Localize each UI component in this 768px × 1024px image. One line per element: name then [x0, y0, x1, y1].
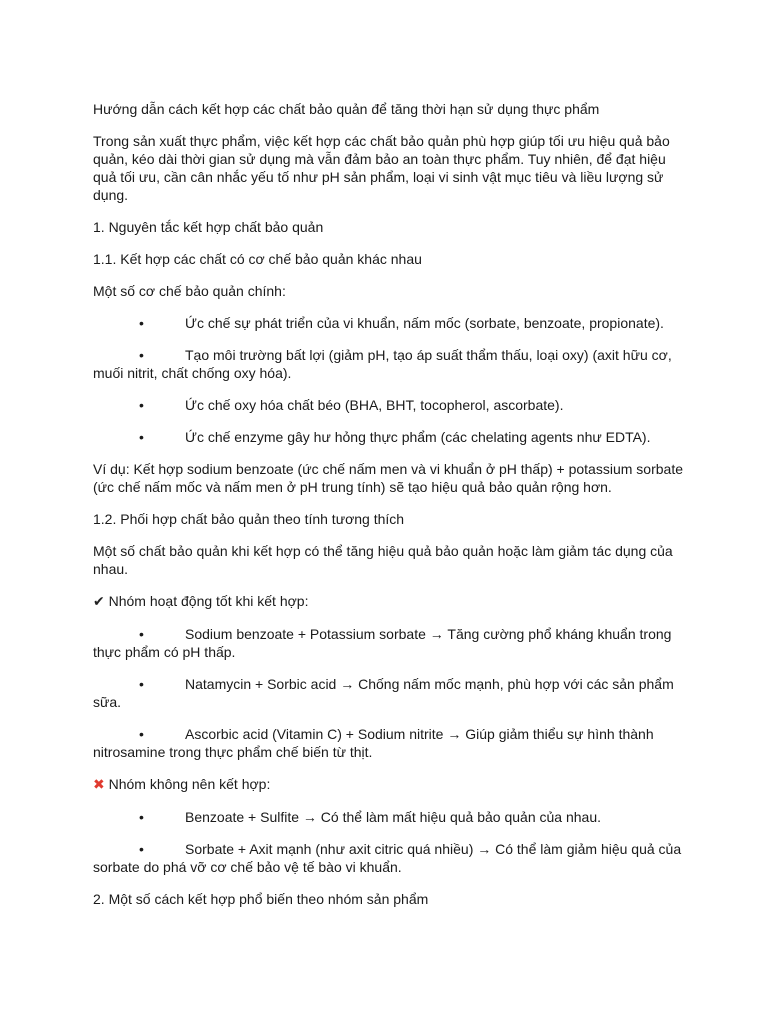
section-1-2-heading: 1.2. Phối hợp chất bảo quản theo tính tương thích — [93, 511, 405, 527]
bullet-icon: • — [139, 676, 144, 692]
bullet-icon: • — [139, 809, 144, 825]
list-item-text: Sodium benzoate + Potassium sorbate → Tăng cường phổ kháng khuẩn trong thực phẩm có pH thấp. — [93, 626, 672, 660]
list-item-text: Natamycin + Sorbic acid → Chống nấm mốc mạnh, phù hợp với các sản phẩm sữa. — [93, 676, 674, 710]
cross-mark-icon: ✖ — [93, 777, 105, 793]
list-item — [93, 808, 683, 826]
list-item-text: Ức chế enzyme gây hư hỏng thực phẩm (các chelating agents như EDTA). — [185, 429, 651, 445]
check-mark-icon: ✔ — [93, 594, 105, 610]
list-item-text: Ức chế oxy hóa chất béo (BHA, BHT, tocopherol, ascorbate). — [185, 397, 564, 413]
list-item — [93, 625, 683, 661]
mechanisms-lead: Một số cơ chế bảo quản chính: — [93, 283, 286, 299]
section-1-heading: 1. Nguyên tắc kết hợp chất bảo quản — [93, 219, 324, 235]
list-item-text: Tạo môi trường bất lợi (giảm pH, tạo áp suất thẩm thấu, loại oxy) (axit hữu cơ, muối nitrit, chất chống oxy hóa). — [93, 347, 672, 381]
list-item — [93, 346, 683, 382]
good-group-text: Nhóm hoạt động tốt khi kết hợp: — [108, 593, 309, 609]
list-item — [93, 840, 683, 876]
list-item-text: Ascorbic acid (Vitamin C) + Sodium nitrite → Giúp giảm thiểu sự hình thành nitrosamine trong thực phẩm chế biến từ thịt. — [93, 726, 654, 760]
good-group-label — [93, 592, 683, 611]
bullet-icon: • — [139, 841, 144, 857]
list-item-text: Benzoate + Sulfite → Có thể làm mất hiệu quả bảo quản của nhau. — [185, 809, 602, 825]
list-item — [93, 725, 683, 761]
list-item — [93, 428, 683, 446]
example-paragraph: Ví dụ: Kết hợp sodium benzoate (ức chế nấm men và vi khuẩn ở pH thấp) + potassium sorbate (ức chế nấm mốc và nấm men ở pH trung tính) sẽ tạo hiệu quả bảo quản rộng hơn. — [93, 461, 683, 495]
document-page — [93, 100, 683, 922]
section-1-1-heading: 1.1. Kết hợp các chất có cơ chế bảo quản khác nhau — [93, 251, 422, 267]
bad-group-label — [93, 775, 683, 794]
bullet-icon: • — [139, 626, 144, 642]
list-item-text: Ức chế sự phát triển của vi khuẩn, nấm mốc (sorbate, benzoate, propionate). — [185, 315, 664, 331]
list-item — [93, 314, 683, 332]
bullet-icon: • — [139, 347, 144, 363]
list-item — [93, 396, 683, 414]
bullet-icon: • — [139, 397, 144, 413]
section-2-heading: 2. Một số cách kết hợp phổ biến theo nhóm sản phẩm — [93, 891, 429, 907]
compatibility-lead: Một số chất bảo quản khi kết hợp có thể tăng hiệu quả bảo quản hoặc làm giảm tác dụng của nhau. — [93, 543, 673, 577]
bullet-icon: • — [139, 315, 144, 331]
bullet-icon: • — [139, 726, 144, 742]
document-title: Hướng dẫn cách kết hợp các chất bảo quản để tăng thời hạn sử dụng thực phẩm — [93, 101, 600, 117]
bullet-icon: • — [139, 429, 144, 445]
list-item — [93, 675, 683, 711]
bad-group-text: Nhóm không nên kết hợp: — [108, 776, 271, 792]
intro-paragraph: Trong sản xuất thực phẩm, việc kết hợp các chất bảo quản phù hợp giúp tối ưu hiệu quả bảo quản, kéo dài thời gian sử dụng mà vẫn đảm bảo an toàn thực phẩm. Tuy nhiên, để đạt hiệu quả tối ưu, cần cân nhắc yếu tố như pH sản phẩm, loại vi sinh vật mục tiêu và liều lượng sử dụng. — [93, 133, 670, 203]
list-item-text: Sorbate + Axit mạnh (như axit citric quá nhiều) → Có thể làm giảm hiệu quả của sorbate do phá vỡ cơ chế bảo vệ tế bào vi khuẩn. — [93, 841, 682, 875]
